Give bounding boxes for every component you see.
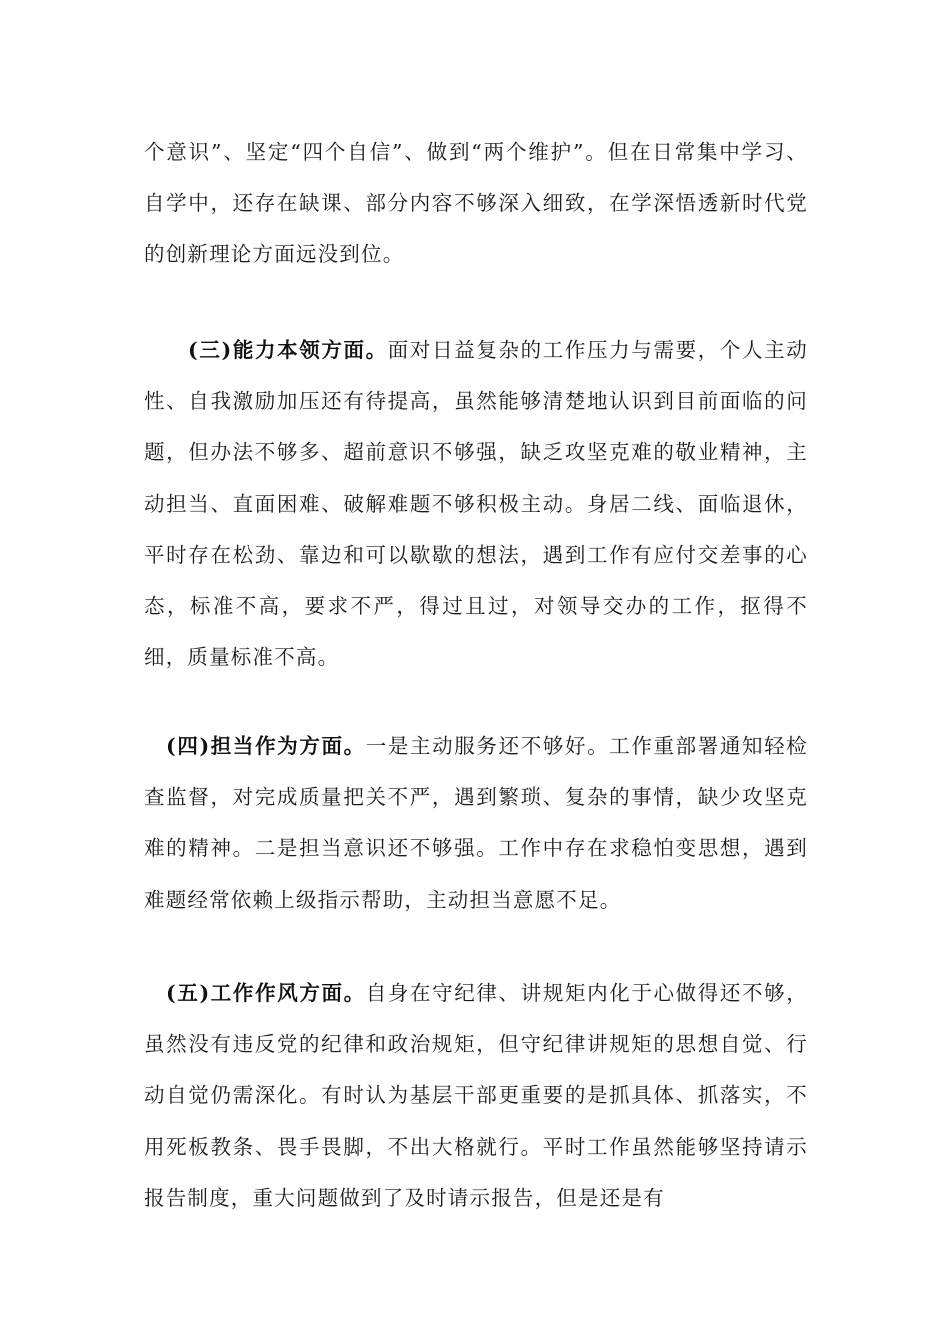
paragraph-text: 面对日益复杂的工作压力与需要，个人主动性、自我激励加压还有待提高，虽然能够清楚地认识到目前面临的问题，但办法不够多、超前意识不够强，缺乏攻坚克难的敬业精神，主动担当、直面困难、破解难题不够积极主动。身居二线、面临退休，平时存在松劲、靠边和可以歇歇的想法，遇到工作有应付交差事的心态，标准不高，要求不严，得过且过，对领导交办的工作，抠得不细，质量标准不高。 [144,338,808,670]
section-heading-ability: (三)能力本领方面。 [188,338,388,362]
paragraph-work-style [144,968,808,1224]
paragraph-continuation [144,127,808,281]
section-heading-work-style: (五)工作作风方面。 [166,981,366,1005]
paragraph-text: 自身在守纪律、讲规矩内化于心做得还不够，虽然没有违反党的纪律和政治规矩，但守纪律讲规矩的思想自觉、行动自觉仍需深化。有时认为基层干部更重要的是抓具体、抓落实，不用死板教条、畏手畏脚，不出大格就行。平时工作虽然能够坚持请示报告制度，重大问题做到了及时请示报告，但是还是有 [144,981,808,1210]
paragraph-ability [144,325,808,683]
paragraph-text: 一是主动服务还不够好。工作重部署通知轻检查监督，对完成质量把关不严，遇到繁琐、复杂的事情，缺少攻坚克难的精神。二是担当意识还不够强。工作中存在求稳怕变思想，遇到难题经常依赖上级指示帮助，主动担当意愿不足。 [144,734,808,912]
section-heading-responsibility: (四)担当作为方面。 [166,734,366,758]
paragraph-responsibility [144,721,808,926]
paragraph-text: 个意识”、坚定“四个自信”、做到“两个维护”。但在日常集中学习、自学中，还存在缺课、部分内容不够深入细致，在学深悟透新时代党的创新理论方面远没到位。 [144,140,808,267]
